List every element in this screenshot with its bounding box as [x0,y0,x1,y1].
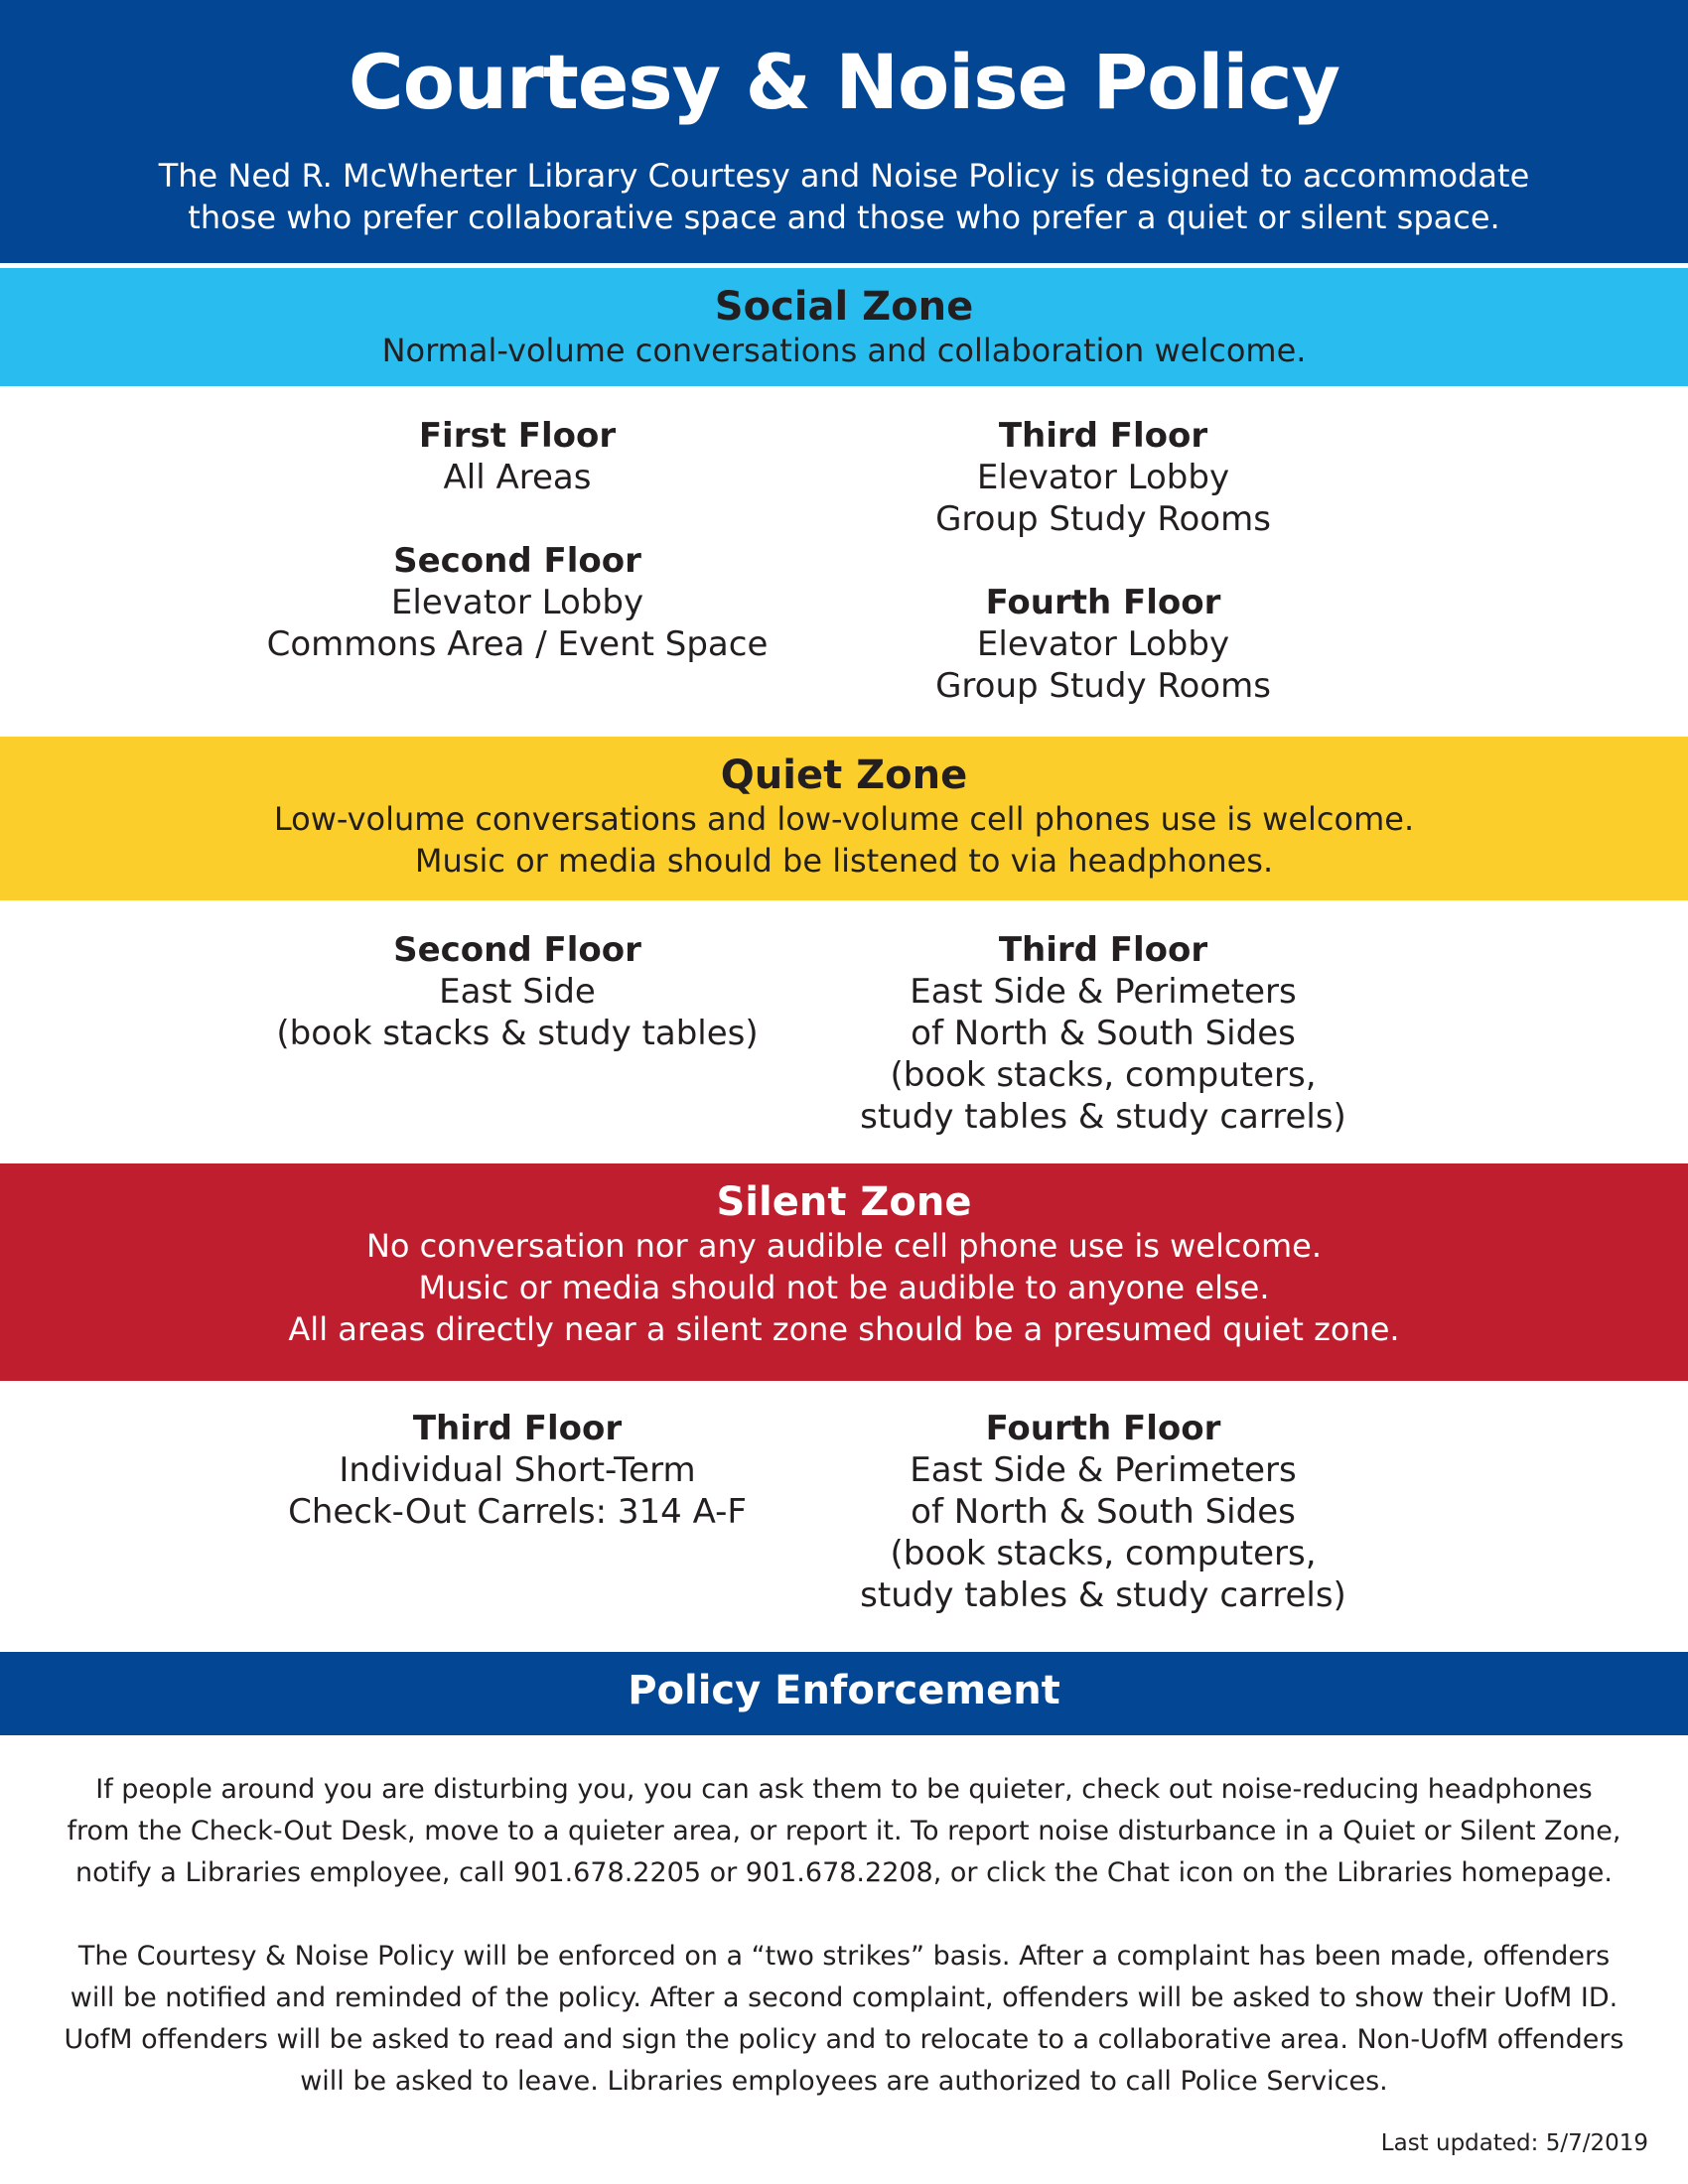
quiet-zone-right-column [805,929,1401,1138]
area-line: East Side [439,972,596,1012]
quiet-zone-banner [0,737,1688,900]
area-line: Individual Short-Term [339,1450,696,1490]
area-line: East Side & Perimeters [910,1450,1297,1490]
zone-description-line: Low-volume conversations and low-volume cell phones use is welcome. [273,800,1415,838]
area-line: study tables & study carrels) [860,1097,1346,1137]
zone-description-line: Normal-volume conversations and collaboration welcome. [381,332,1307,369]
header-banner [0,0,1688,263]
floor-name: Third Floor [998,930,1208,970]
floor-block [805,582,1401,707]
policy-line: If people around you are disturbing you, you can ask them to be quieter, check out noise-reducing headphones [95,1774,1593,1805]
area-line: (book stacks, computers, [890,1055,1317,1095]
zone-title: Silent Zone [716,1179,972,1225]
intro-text [0,155,1688,238]
floor-name: Second Floor [393,541,641,581]
policy-line: UofM offenders will be asked to read and sign the policy and to relocate to a collaborative area. Non-UofM offenders [64,2024,1624,2055]
zone-description-line: Music or media should be listened to via headphones. [414,842,1274,880]
area-line: of North & South Sides [911,1492,1296,1532]
floor-name: Fourth Floor [985,583,1221,622]
zone-description [0,1225,1688,1350]
policy-text [60,1769,1628,2144]
zone-description [0,330,1688,371]
zone-description [0,798,1688,882]
zone-title: Quiet Zone [720,752,968,798]
zone-description-line: No conversation nor any audible cell phone use is welcome. [365,1227,1323,1265]
floor-name: Second Floor [393,930,641,970]
intro-line: those who prefer collaborative space and those who prefer a quiet or silent space. [188,199,1500,236]
area-line: (book stacks & study tables) [276,1014,759,1053]
quiet-zone-left-column [219,929,815,1054]
social-zone-banner [0,268,1688,386]
area-line: Elevator Lobby [390,583,644,622]
silent-zone-right-column [805,1408,1401,1616]
floor-block [805,415,1401,540]
floor-name: First Floor [418,416,617,456]
policy-line: will be asked to leave. Libraries employees are authorized to call Police Services. [300,2066,1388,2097]
floor-block [219,929,815,1054]
area-line: Group Study Rooms [935,499,1271,539]
policy-line: The Courtesy & Noise Policy will be enforced on a “two strikes” basis. After a complaint has been made, offenders [77,1941,1611,1972]
zone-description-line: Music or media should not be audible to anyone else. [418,1269,1270,1306]
area-line: Group Study Rooms [935,666,1271,706]
zone-title: Social Zone [714,284,974,330]
floor-name: Third Floor [998,416,1208,456]
section-title: Policy Enforcement [628,1668,1060,1713]
area-line: (book stacks, computers, [890,1534,1317,1573]
floor-block [219,1408,815,1533]
area-line: study tables & study carrels) [860,1575,1346,1615]
policy-enforcement-banner [0,1652,1688,1735]
policy-line: notify a Libraries employee, call 901.678.2205 or 901.678.2208, or click the Chat icon on the Libraries homepage. [75,1857,1613,1888]
floor-block [805,929,1401,1138]
policy-line: will be notified and reminded of the policy. After a second complaint, offenders will be asked to show their UofM ID. [70,1982,1618,2013]
area-line: Elevator Lobby [976,458,1230,497]
policy-line: from the Check-Out Desk, move to a quieter area, or report it. To report noise disturbance in a Quiet or Silent Zone, [67,1816,1621,1846]
social-zone-right-column [805,415,1401,707]
floor-block [805,1408,1401,1616]
last-updated: Last updated: 5/7/2019 [1380,2130,1648,2156]
page-title: Courtesy & Noise Policy [348,38,1340,126]
zone-description-line: All areas directly near a silent zone should be a presumed quiet zone. [288,1310,1400,1348]
floor-name: Fourth Floor [985,1409,1221,1448]
floor-name: Third Floor [412,1409,623,1448]
area-line: East Side & Perimeters [910,972,1297,1012]
area-line: of North & South Sides [911,1014,1296,1053]
area-line: Check-Out Carrels: 314 A-F [288,1492,747,1532]
area-line: All Areas [443,458,592,497]
social-zone-left-column [219,415,815,665]
silent-zone-banner [0,1163,1688,1381]
policy-paragraph [60,1936,1628,2103]
floor-block [219,415,815,498]
area-line: Elevator Lobby [976,624,1230,664]
policy-paragraph [60,1769,1628,1894]
silent-zone-left-column [219,1408,815,1533]
intro-line: The Ned R. McWherter Library Courtesy and Noise Policy is designed to accommodate [158,157,1530,195]
area-line: Commons Area / Event Space [266,624,769,664]
floor-block [219,540,815,665]
